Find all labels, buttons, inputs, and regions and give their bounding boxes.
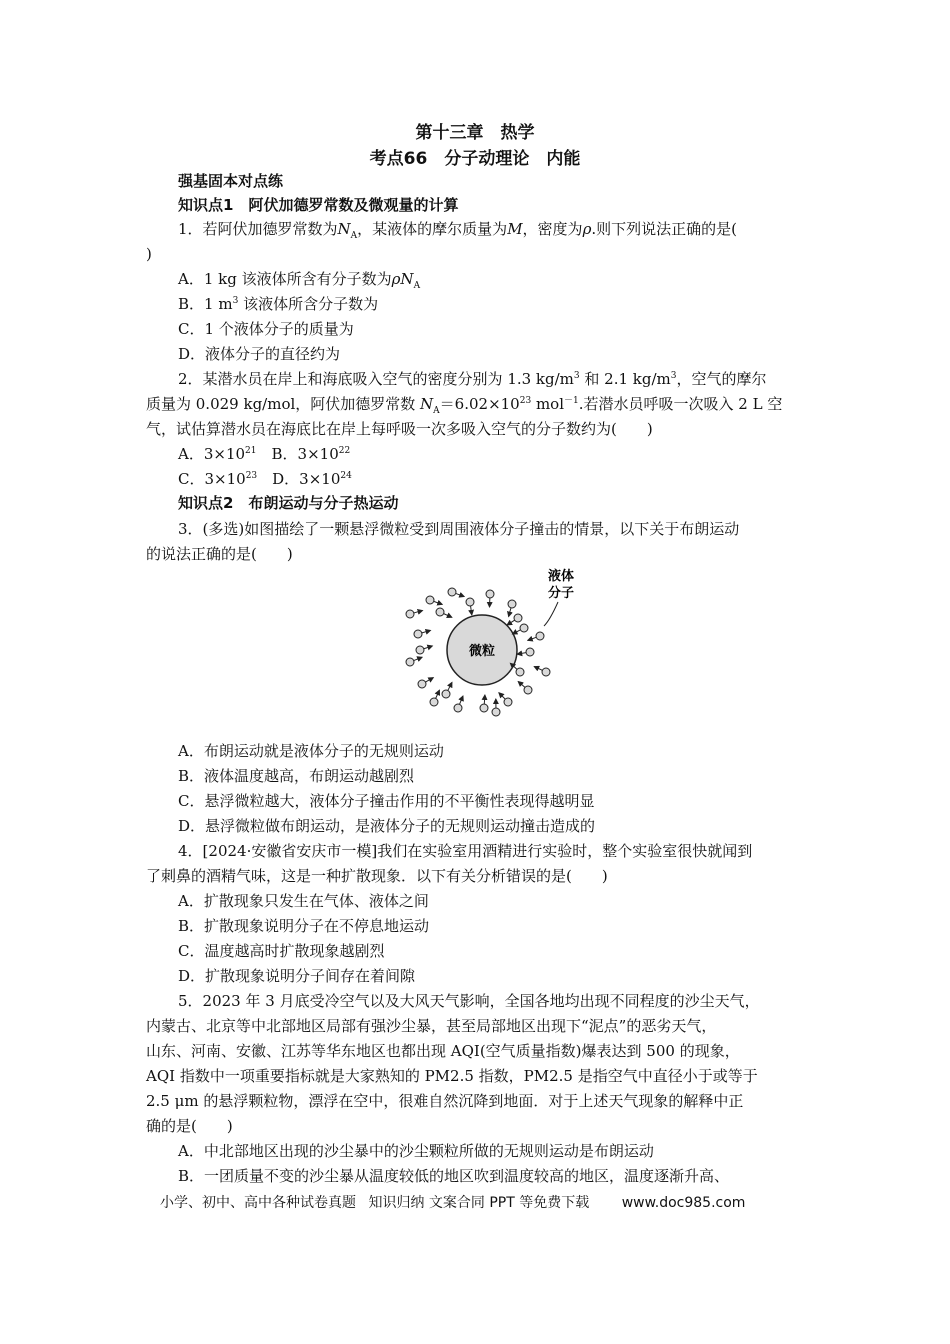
q3-option-d: D．悬浮微粒做布朗运动，是液体分子的无规则运动撞击造成的 xyxy=(178,817,596,835)
molecule-motion-arrow xyxy=(434,601,442,604)
molecule-motion-arrow xyxy=(517,653,526,655)
knowledge-point-1: 知识点1 阿伏加德罗常数及微观量的计算 xyxy=(178,196,459,214)
liquid-molecule xyxy=(524,686,532,694)
liquid-molecule xyxy=(406,610,414,618)
particle-label: 微粒 xyxy=(468,644,496,659)
q3-option-a: A．布朗运动就是液体分子的无规则运动 xyxy=(178,742,444,760)
topic-title: 考点66 分子动理论 内能 xyxy=(369,149,581,169)
molecule-motion-arrow xyxy=(518,681,525,687)
molecule-motion-arrow xyxy=(499,693,505,699)
liquid-molecule xyxy=(480,704,488,712)
q1-option-b: B．1 $m^3$ 该液体所含分子数为 xyxy=(178,295,379,313)
q3-option-c: C．悬浮微粒越大，液体分子撞击作用的不平衡性表现得越明显 xyxy=(178,792,595,810)
liquid-molecule xyxy=(426,596,434,604)
liquid-molecule xyxy=(536,632,544,640)
q4-line-2: 了刺鼻的酒精气味，这是一种扩散现象．以下有关分析错误的是( ) xyxy=(146,867,608,885)
liquid-molecule xyxy=(454,704,462,712)
liquid-molecule xyxy=(414,630,422,638)
q4-line-1: 4．[2024·安徽省安庆市一模]我们在实验室用酒精进行实验时，整个实验室很快就闻到 xyxy=(178,842,753,860)
q5-line-5: 2.5 μm 的悬浮颗粒物，漂浮在空中，很难自然沉降到地面．对于上述天气现象的解释中正 xyxy=(146,1092,744,1110)
brownian-motion-figure xyxy=(400,562,600,722)
liquid-molecule xyxy=(542,668,550,676)
q5-line-2: 内蒙古、北京等中北部地区局部有强沙尘暴，甚至局部地区出现下“泥点”的恶劣天气， xyxy=(146,1017,717,1035)
liquid-molecule xyxy=(508,600,516,608)
q5-option-b: B．一团质量不变的沙尘暴从温度较低的地区吹到温度较高的地区，温度逐渐升高、 xyxy=(178,1167,730,1185)
q3-line-2: 的说法正确的是( ) xyxy=(146,545,293,563)
q5-line-4: AQI 指数中一项重要指标就是大家熟知的 PM2.5 指数，PM2.5 是指空气中直径小于或等于 xyxy=(146,1067,758,1085)
liquid-molecule xyxy=(448,588,456,596)
molecule-motion-arrow xyxy=(512,630,520,634)
liquid-molecule xyxy=(442,690,450,698)
q5-line-6: 确的是( ) xyxy=(146,1117,233,1135)
liquid-molecule xyxy=(436,608,444,616)
liquid-label-1: 液体 xyxy=(548,569,575,584)
footer-items: 知识归纳 文案合同 PPT 等免费下载 xyxy=(368,1195,590,1211)
liquid-molecule xyxy=(520,624,528,632)
liquid-molecule xyxy=(526,648,534,656)
q2-line-3: 气，试估算潜水员在海底比在岸上每呼吸一次多吸入空气的分子数约为( ) xyxy=(146,420,653,438)
footer-levels: 小学、初中、高中各种试卷真题 xyxy=(160,1195,356,1211)
q1-stem: 1．若阿伏加德罗常数为$N_A$，某液体的摩尔质量为M，密度为ρ.则下列说法正确的是( xyxy=(178,220,738,241)
footer-site-link[interactable]: www.doc985.com xyxy=(621,1195,746,1211)
q4-option-c: C．温度越高时扩散现象越剧烈 xyxy=(178,942,385,960)
molecule-motion-arrow xyxy=(414,611,423,613)
molecule-motion-arrow xyxy=(448,682,452,690)
q1-option-d: D．液体分子的直径约为 xyxy=(178,345,341,363)
molecule-motion-arrow xyxy=(436,690,440,698)
molecule-motion-arrow xyxy=(471,606,472,615)
q2-options-cd: C．$3\times 10^{23}$ D．$3\times 10^{24}$ xyxy=(178,470,352,488)
molecule-motion-arrow xyxy=(509,608,511,617)
q3-option-b: B．液体温度越高，布朗运动越剧烈 xyxy=(178,767,415,785)
molecule-motion-arrow xyxy=(484,695,485,704)
q2-line-1: 2．某潜水员在岸上和海底吸入空气的密度分别为 1.3 $kg/m^3$ 和 2.1 $kg/m^3$，空气的摩尔 xyxy=(178,370,767,388)
liquid-molecule xyxy=(504,698,512,706)
liquid-molecule xyxy=(466,598,474,606)
q4-option-d: D．扩散现象说明分子间存在着间隙 xyxy=(178,967,416,985)
molecule-motion-arrow xyxy=(424,646,433,649)
q5-option-a: A．中北部地区出现的沙尘暴中的沙尘颗粒所做的无规则运动是布朗运动 xyxy=(178,1142,654,1160)
chapter-title: 第十三章 热学 xyxy=(415,123,535,143)
q4-option-b: B．扩散现象说明分子在不停息地运动 xyxy=(178,917,430,935)
molecule-motion-arrow xyxy=(460,696,463,704)
q2-line-2: 质量为 0.029 kg/mol，阿伏加德罗常数 $N_A=6.02\times 10^{23}$ mol$^{-1}$.若潜水员呼吸一次吸入 2 L 空 xyxy=(146,395,783,416)
liquid-molecule xyxy=(486,590,494,598)
liquid-molecule xyxy=(430,698,438,706)
molecule-motion-arrow xyxy=(507,620,515,625)
q5-line-1: 5．2023 年 3 月底受冷空气以及大风天气影响，全国各地均出现不同程度的沙尘天气， xyxy=(178,992,760,1010)
molecule-motion-arrow xyxy=(456,593,464,596)
liquid-label-2: 分子 xyxy=(548,586,575,601)
q4-option-a: A．扩散现象只发生在气体、液体之间 xyxy=(178,892,429,910)
q1-option-a: A．1 kg 该液体所含有分子数为$\rho N_A$ xyxy=(178,270,421,291)
footer-banner xyxy=(160,1192,753,1212)
q2-options-ab: A．$3\times 10^{21}$ B．$3\times 10^{22}$ xyxy=(178,445,351,463)
q5-line-3: 山东、河南、安徽、江苏等华东地区也都出现 AQI(空气质量指数)爆表达到 500 的现象， xyxy=(146,1042,740,1060)
liquid-molecule xyxy=(406,658,414,666)
molecule-motion-arrow xyxy=(528,637,536,640)
liquid-molecule xyxy=(418,680,426,688)
liquid-molecule xyxy=(492,708,500,716)
knowledge-point-2: 知识点2 布朗运动与分子热运动 xyxy=(178,494,399,512)
q1-option-c: C．1 个液体分子的质量为 xyxy=(178,320,354,338)
section-heading: 强基固本对点练 xyxy=(178,172,284,190)
q3-line-1: 3．(多选)如图描绘了一颗悬浮微粒受到周围液体分子撞击的情景，以下关于布朗运动 xyxy=(178,520,740,538)
molecule-motion-arrow xyxy=(414,657,422,660)
liquid-molecule xyxy=(516,668,524,676)
q1-stem-end: ) xyxy=(146,245,152,263)
molecule-motion-arrow xyxy=(422,630,431,632)
liquid-molecule xyxy=(514,614,522,622)
liquid-molecule xyxy=(416,646,424,654)
molecule-motion-arrow xyxy=(425,678,433,682)
molecule-motion-arrow xyxy=(534,667,542,671)
molecule-motion-arrow xyxy=(444,614,452,618)
